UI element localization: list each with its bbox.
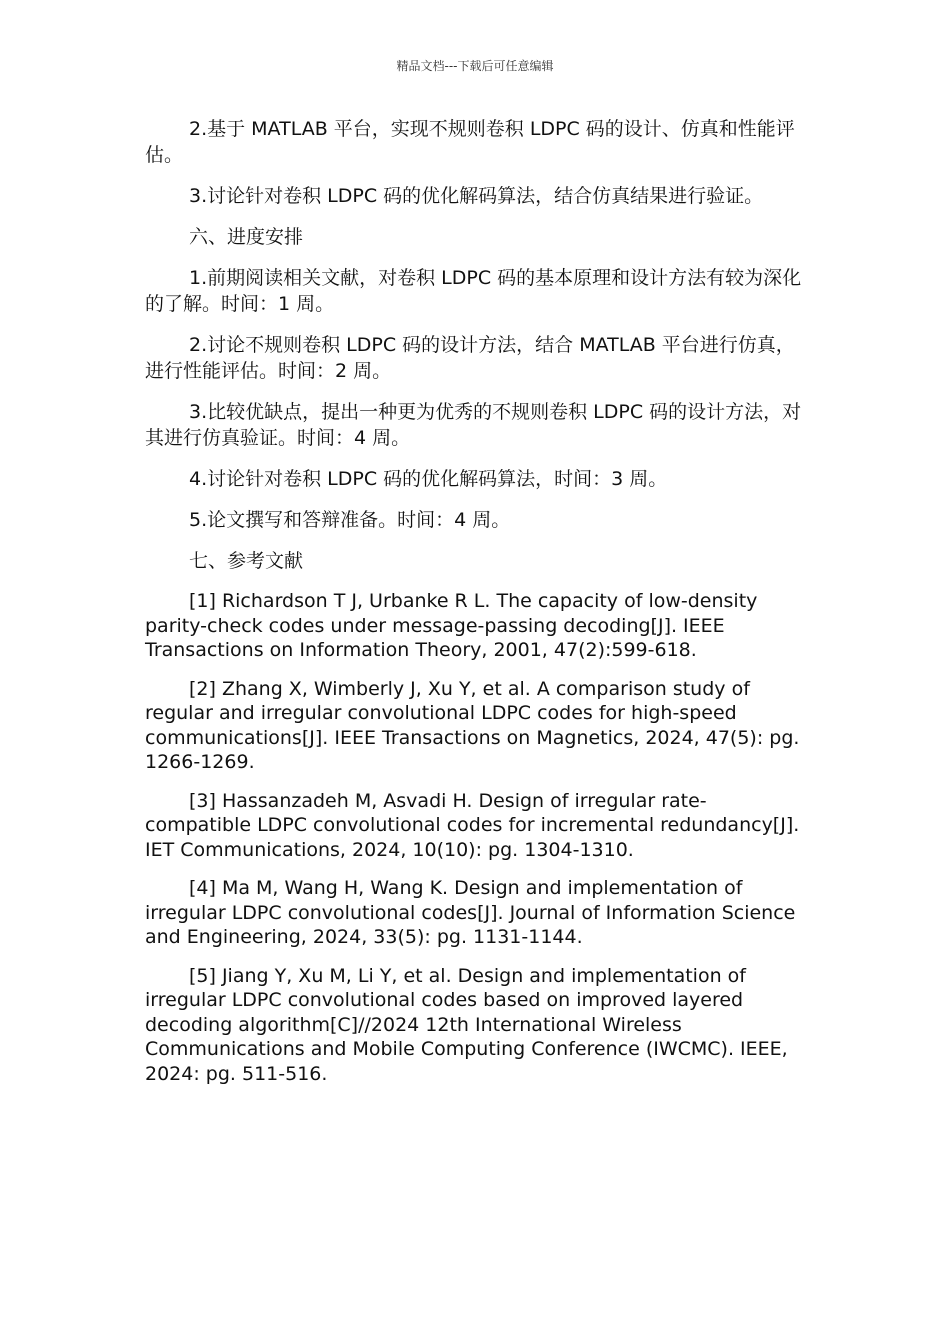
reference-item-5: [5] Jiang Y, Xu M, Li Y, et al. Design and implementation of irregular LDPC convolutional codes based on improved layered decoding algorithm[C]//2024 12th International Wireless Communications and Mobile Computing Conference (IWCMC). IEEE, 2024: pg. 511-516. — [145, 964, 788, 1085]
page-header: 精品文档---下载后可任意编辑 — [396, 59, 554, 73]
reference-item-1: [1] Richardson T J, Urbanke R L. The capacity of low-density parity-check codes under message-passing decoding[J]. IEEE Transactions on Information Theory, 2001, 47(2):599-618. — [145, 590, 758, 661]
schedule-item-2: 2.讨论不规则卷积 LDPC 码的设计方法，结合 MATLAB 平台进行仿真，进行性能评估。时间：2 周。 — [145, 334, 795, 382]
schedule-item-1: 1.前期阅读相关文献，对卷积 LDPC 码的基本原理和设计方法有较为深化的了解。时间：1 周。 — [145, 267, 802, 315]
document-body — [145, 116, 810, 1100]
reference-item-4: [4] Ma M, Wang H, Wang K. Design and implementation of irregular LDPC convolutional codes[J]. Journal of Information Science and Engineering, 2024, 33(5): pg. 1131-1144. — [145, 877, 796, 948]
goal-item-3: 3.讨论针对卷积 LDPC 码的优化解码算法，结合仿真结果进行验证。 — [189, 185, 764, 207]
goal-item-2: 2.基于 MATLAB 平台，实现不规则卷积 LDPC 码的设计、仿真和性能评估。 — [145, 118, 795, 166]
schedule-item-3: 3.比较优缺点，提出一种更为优秀的不规则卷积 LDPC 码的设计方法，对其进行仿真验证。时间：4 周。 — [145, 401, 802, 449]
schedule-item-4: 4.讨论针对卷积 LDPC 码的优化解码算法，时间：3 周。 — [189, 468, 668, 490]
reference-item-2: [2] Zhang X, Wimberly J, Xu Y, et al. A comparison study of regular and irregular convolutional LDPC codes for high-speed communications[J]. IEEE Transactions on Magnetics, 2024, 47(5): pg. 1266-1269. — [145, 677, 800, 773]
section-heading-schedule: 六、进度安排 — [189, 226, 304, 248]
section-heading-references: 七、参考文献 — [189, 550, 304, 572]
reference-item-3: [3] Hassanzadeh M, Asvadi H. Design of irregular rate-compatible LDPC convolutional codes for incremental redundancy[J]. IET Communications, 2024, 10(10): pg. 1304-1310. — [145, 789, 800, 861]
schedule-item-5: 5.论文撰写和答辩准备。时间：4 周。 — [189, 509, 511, 531]
